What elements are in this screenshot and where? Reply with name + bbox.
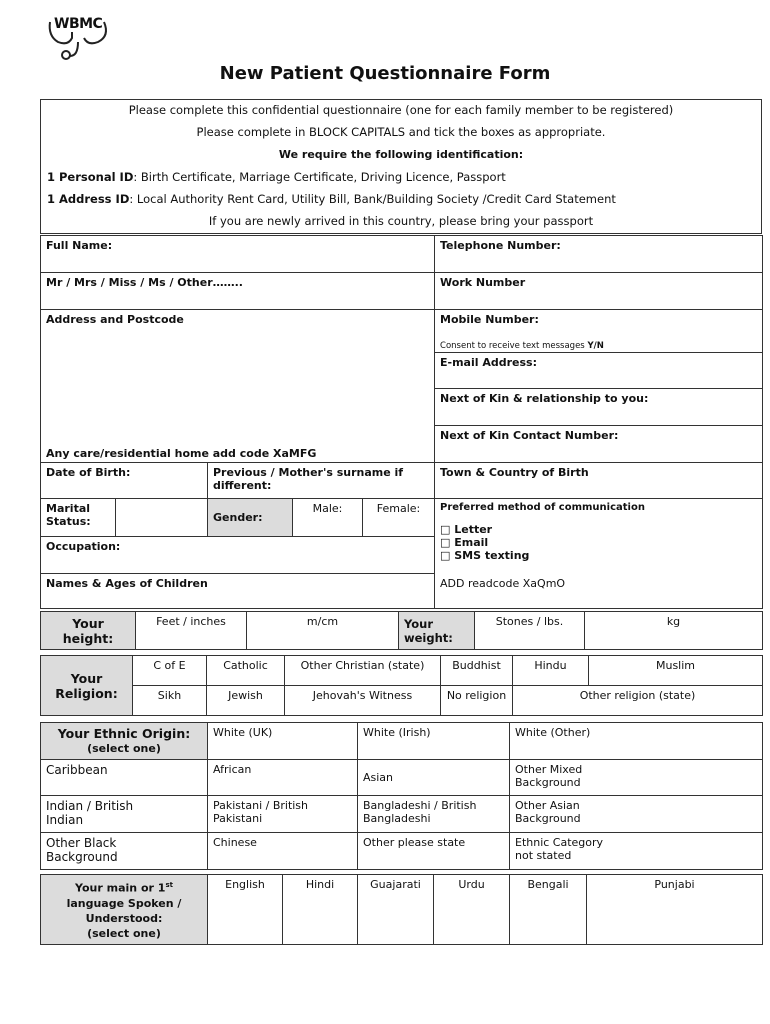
language-option[interactable]: Guajarati	[358, 875, 434, 945]
email-checkbox[interactable]: □ Email	[440, 536, 489, 549]
instruction-line: Please complete this confidential questionnaire (one for each family member to be registered)	[128, 103, 674, 117]
metres-cm-field[interactable]: m/cm	[247, 612, 399, 650]
address-id-line: 1 Address ID: Local Authority Rent Card, Utility Bill, Bank/Building Society /Credit Card Statement	[47, 192, 616, 206]
sms-checkbox[interactable]: □ SMS texting	[440, 549, 530, 562]
children-field[interactable]: Names & Ages of Children	[41, 574, 435, 609]
religion-option[interactable]: Buddhist	[441, 656, 513, 686]
ethnic-option[interactable]: Other Asian Background	[510, 796, 763, 833]
kg-field[interactable]: kg	[585, 612, 763, 650]
wbmc-logo	[44, 12, 114, 62]
next-of-kin-field[interactable]: Next of Kin & relationship to you:	[435, 389, 763, 426]
readcode-note: ADD readcode XaQmO	[440, 577, 566, 590]
instructions-box	[40, 99, 762, 234]
gender-label: Gender:	[208, 499, 293, 537]
communication-label: Preferred method of communication	[440, 502, 645, 513]
occupation-field[interactable]: Occupation:	[41, 537, 435, 574]
religion-option[interactable]: Hindu	[513, 656, 589, 686]
instruction-line: We require the following identification:	[278, 148, 524, 161]
dob-field[interactable]: Date of Birth:	[41, 463, 208, 499]
letter-checkbox[interactable]: □ Letter	[440, 523, 493, 536]
language-option[interactable]: Hindi	[283, 875, 358, 945]
care-home-note: Any care/residential home add code XaMFG	[46, 447, 317, 460]
title-field[interactable]: Mr / Mrs / Miss / Ms / Other……..	[41, 273, 435, 310]
language-option[interactable]: Bengali	[510, 875, 587, 945]
ethnic-option[interactable]: Chinese	[208, 833, 358, 870]
religion-option[interactable]: Sikh	[133, 686, 207, 716]
religion-option[interactable]: C of E	[133, 656, 207, 686]
ethnic-origin-table	[40, 722, 763, 870]
address-field[interactable]: Address and Postcode Any care/residential home add code XaMFG	[41, 310, 435, 463]
page-title: New Patient Questionnaire Form	[219, 63, 551, 84]
religion-option[interactable]: Other Christian (state)	[285, 656, 441, 686]
height-label: Your height:	[41, 612, 136, 650]
ethnic-option[interactable]: White (Irish)	[358, 723, 510, 760]
religion-table	[40, 655, 763, 716]
previous-surname-field[interactable]: Previous / Mother's surname if different:	[208, 463, 435, 499]
religion-option[interactable]: Jewish	[207, 686, 285, 716]
ethnic-option[interactable]: Other Mixed Background	[510, 760, 763, 796]
ethnic-option[interactable]: Pakistani / British Pakistani	[208, 796, 358, 833]
logo-text: WBMC	[54, 16, 103, 32]
email-field[interactable]: E-mail Address:	[435, 353, 763, 389]
mobile-field[interactable]: Mobile Number: Consent to receive text messages Y/N	[435, 310, 763, 353]
ethnic-option[interactable]: Other Black Background	[41, 833, 208, 870]
language-option[interactable]: Urdu	[434, 875, 510, 945]
ethnic-option[interactable]: Bangladeshi / British Bangladeshi	[358, 796, 510, 833]
religion-option[interactable]: Muslim	[589, 656, 763, 686]
full-name-field[interactable]: Full Name:	[41, 236, 435, 273]
work-number-field[interactable]: Work Number	[435, 273, 763, 310]
ethnic-origin-label: Your Ethnic Origin: (select one)	[41, 723, 208, 760]
personal-id-line: 1 Personal ID: Birth Certificate, Marriage Certificate, Driving Licence, Passport	[47, 170, 506, 184]
telephone-field[interactable]: Telephone Number:	[435, 236, 763, 273]
stones-lbs-field[interactable]: Stones / lbs.	[475, 612, 585, 650]
personal-details-table	[40, 235, 763, 609]
weight-label: Your weight:	[399, 612, 475, 650]
town-country-field[interactable]: Town & Country of Birth	[435, 463, 763, 499]
male-option[interactable]: Male:	[293, 499, 363, 537]
ethnic-option[interactable]: White (Other)	[510, 723, 763, 760]
marital-status-label: Marital Status:	[41, 499, 116, 537]
language-table	[40, 874, 763, 945]
feet-inches-field[interactable]: Feet / inches	[136, 612, 247, 650]
religion-label: Your Religion:	[41, 656, 133, 716]
language-label: Your main or 1st language Spoken / Understood: (select one)	[41, 875, 208, 945]
ethnic-option[interactable]: Ethnic Category not stated	[510, 833, 763, 870]
ethnic-option[interactable]: Asian	[358, 760, 510, 796]
religion-option[interactable]: Jehovah's Witness	[285, 686, 441, 716]
religion-option[interactable]: Other religion (state)	[513, 686, 763, 716]
ethnic-option[interactable]: Caribbean	[41, 760, 208, 796]
communication-field	[435, 499, 763, 609]
religion-option[interactable]: No religion	[441, 686, 513, 716]
language-option[interactable]: Punjabi	[587, 875, 763, 945]
language-option[interactable]: English	[208, 875, 283, 945]
consent-text[interactable]: Consent to receive text messages Y/N	[440, 341, 604, 351]
marital-status-input[interactable]	[116, 499, 208, 537]
ethnic-option[interactable]: Indian / British Indian	[41, 796, 208, 833]
instruction-line: If you are newly arrived in this country, please bring your passport	[208, 214, 594, 228]
ethnic-option[interactable]: Other please state	[358, 833, 510, 870]
height-weight-table	[40, 611, 763, 650]
religion-option[interactable]: Catholic	[207, 656, 285, 686]
female-option[interactable]: Female:	[363, 499, 435, 537]
ethnic-option[interactable]: African	[208, 760, 358, 796]
next-of-kin-contact-field[interactable]: Next of Kin Contact Number:	[435, 426, 763, 463]
instruction-line: Please complete in BLOCK CAPITALS and tick the boxes as appropriate.	[196, 125, 606, 139]
ethnic-option[interactable]: White (UK)	[208, 723, 358, 760]
